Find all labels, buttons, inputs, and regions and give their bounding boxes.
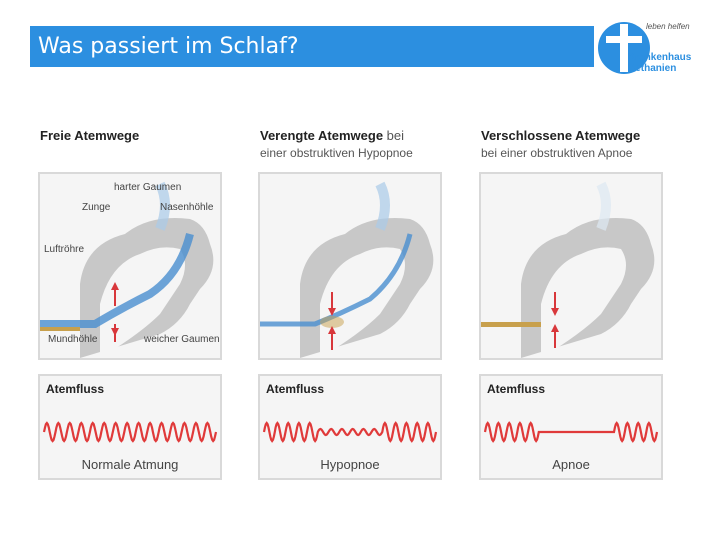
label-trachea: Luftröhre — [44, 244, 85, 255]
column-title-closed — [481, 128, 640, 143]
airflow-panel-hypopnea — [258, 374, 442, 480]
column-title-suffix: bei — [383, 128, 405, 143]
logo-line1: Krankenhaus — [628, 52, 692, 63]
column-subtitle-narrowed: einer obstruktiven Hypopnoe — [260, 146, 413, 160]
airflow-label-hypopnea: Hypopnoe — [320, 457, 380, 472]
airflow-panel-apnea — [479, 374, 663, 480]
column-title-text: Freie Atemwege — [40, 128, 140, 143]
label-soft-palate: weicher Gaumen — [144, 334, 220, 345]
column-title-free — [40, 128, 139, 143]
column-subtitle-closed: bei einer obstruktiven Apnoe — [481, 146, 633, 160]
column-title-narrowed — [260, 128, 404, 143]
anatomy-panel-free — [38, 172, 222, 360]
column-title-text: Verengte Atemwege — [260, 128, 384, 143]
airflow-title: Atemfluss — [266, 382, 325, 396]
logo-line2: Bethanien — [628, 63, 677, 74]
label-oral-cavity: Mundhöhle — [48, 334, 98, 345]
label-nasal-cavity: Nasenhöhle — [160, 202, 214, 213]
label-hard-palate: harter Gaumen — [114, 182, 182, 193]
logo-tagline: leben helfen — [646, 22, 690, 31]
airflow-label-apnea: Apnoe — [552, 457, 590, 472]
label-tongue: Zunge — [82, 202, 111, 213]
anatomy-panel-closed — [479, 172, 663, 360]
anatomy-panel-narrowed — [258, 172, 442, 360]
airway-illustration-narrowed — [260, 174, 440, 358]
slide-title: Was passiert im Schlaf? — [38, 34, 299, 59]
airflow-title: Atemfluss — [46, 382, 105, 396]
column-title-text: Verschlossene Atemwege — [481, 128, 641, 143]
airflow-panel-normal — [38, 374, 222, 480]
slide-title-bar — [30, 26, 594, 67]
hospital-logo — [596, 18, 716, 76]
airflow-label-normal: Normale Atmung — [81, 457, 179, 472]
airway-illustration-closed — [481, 174, 661, 358]
airflow-title: Atemfluss — [487, 382, 546, 396]
